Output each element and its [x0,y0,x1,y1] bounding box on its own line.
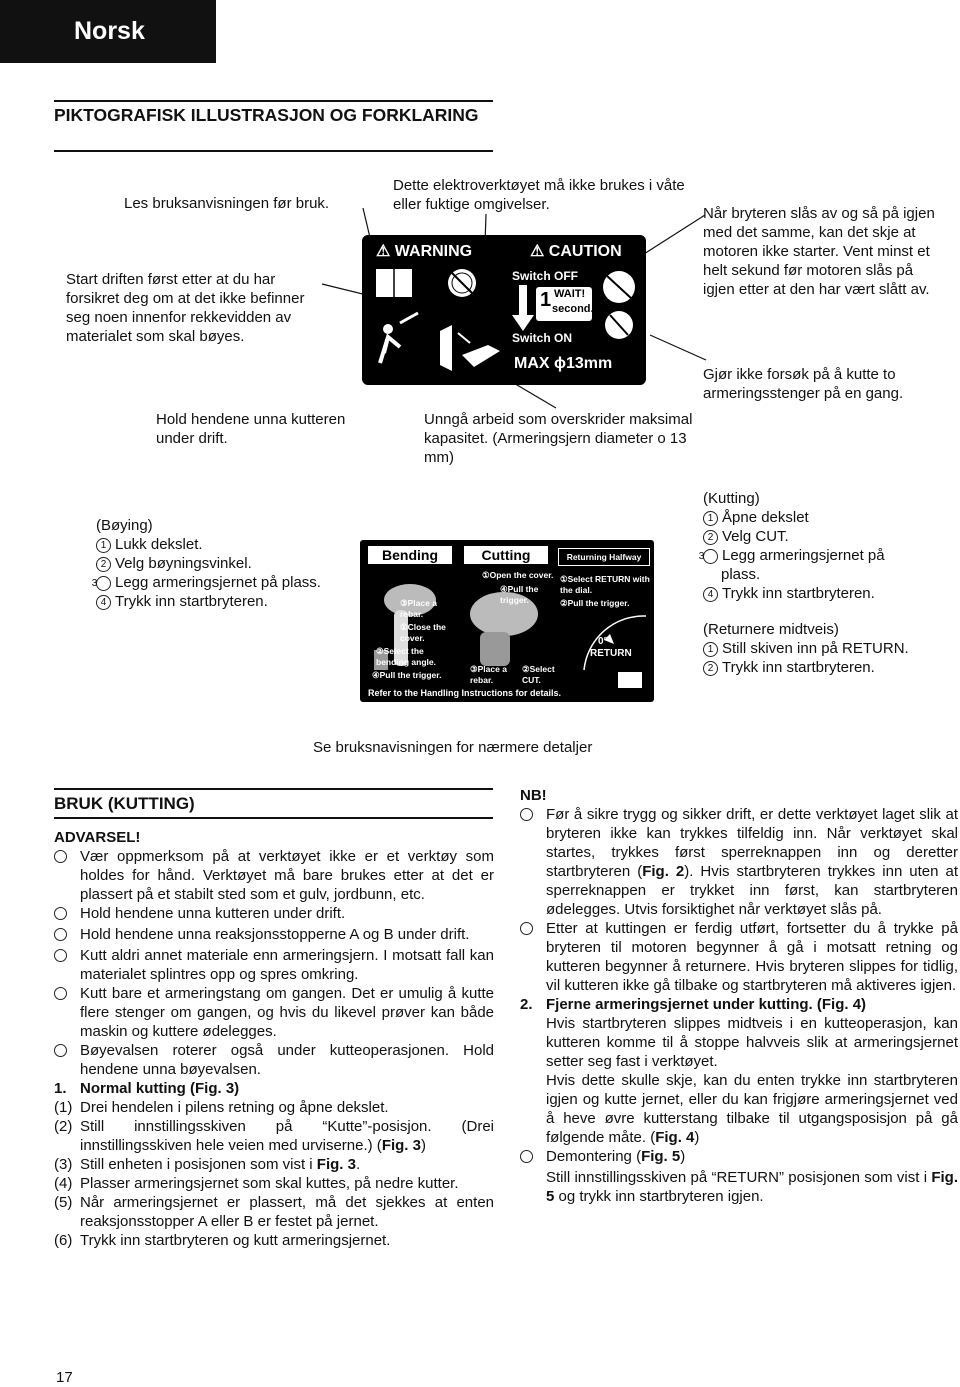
nb-item: Etter at kuttingen er ferdig utført, fortsetter du å trykke på bryteren til motoren begynner å gå i motsatt retning og kutteren begynner å returnere. Hvis bryteren slippes for tidlig, vil kutteren ikke gå tilbake og startbryteren må aktiveres igjen. [520,919,958,995]
bullet-circle-icon [54,928,67,941]
normal-cutting-step: (5) Når armeringsjernet er plassert, må det sjekkes at enten reaksjonsstopper A eller B er festet på jernet. [54,1194,494,1230]
bending-step: 3 Legg armeringsjernet på plass. [91,574,321,591]
cutting-heading: Cutting [464,546,548,564]
wait-number: 1 [540,289,552,311]
remove-rebar-paragraph-2: Hvis dette skulle skje, kan du enten trykke inn startbryteren igjen og kutte jernet, eller du kan frigjøre armeringsjernet ved å heve øvre kutterstang tilbake til utgangsposisjon på gå følgende måte. (Fig. 4) [546,1072,958,1146]
warning-item: Hold hendene unna reaksjonsstopperne A og B under drift. [54,925,494,946]
cutting-steps [698,489,923,603]
manual-book-small-icon [618,672,642,688]
dial-zero-label: 0° [598,636,608,647]
switch-off-text: Switch OFF [512,269,578,283]
callout-read-manual: Les bruksanvisningen før bruk. [124,195,330,212]
max-capacity-text: MAX ϕ13mm [514,355,613,372]
wait-box [536,287,592,321]
warning-item: Vær oppmerksom på at verktøyet ikke er et verktøy som holdes for hånd. Verktøyet må bare brukes etter at det er plassert på et stabilt sted som et gulv, jordbunn, etc. [54,847,494,904]
bending-step: 1 Lukk dekslet. [96,535,336,554]
bending-step: 4 Trykk inn startbryteren. [96,592,336,611]
return-dial-icon [584,616,646,670]
normal-cutting-step: (3) Still enheten i posisjonen som vist i Fig. 3. [54,1156,361,1173]
bullet-circle-icon [54,1044,67,1057]
warning-heading: ADVARSEL! [54,829,141,846]
use-title-rule-bottom [54,817,493,819]
remove-rebar-paragraph-1: Hvis startbryteren slippes midtveis i en kutteoperasjon, kan kutteren komme til å stoppe halvveis slik at armeringsjernet setter seg fast i verktøyet. [546,1015,958,1070]
two-rebar-prohibited-icon [596,265,642,345]
page-number: 17 [56,1369,73,1386]
language-label: Norsk [74,17,145,45]
operation-label [360,540,654,702]
bending-step-2-label: ②Select the bending angle. [376,646,436,667]
bending-steps-title: (Bøying) [96,517,153,534]
cutting-step: 2 Velg CUT. [703,527,923,546]
normal-cutting-step: (4) Plasser armeringsjernet som skal kuttes, på nedre kutter. [54,1175,459,1192]
safety-label-top [362,235,646,385]
dial-return-label: RETURN [590,648,632,659]
cutting-step-4-label: ④Pull the trigger. [500,584,539,605]
cutting-step: 3 Legg armeringsjernet på plass. [698,547,885,583]
hand-cutter-icon [440,325,500,371]
callout-hands-away: Hold hendene unna kutteren under drift. [156,411,346,447]
return-step: 1 Still skiven inn på RETURN. [703,639,953,658]
use-title-rule-top [54,788,493,790]
refer-instructions-text: Refer to the Handling Instructions for details. [368,688,562,698]
cutting-step: 1 Åpne dekslet [703,508,923,527]
warning-item: Kutt bare et armeringstang om gangen. Det er umulig å kutte flere stenger om gangen, og hvis du likevel prøver kan både maskin og kuttere ødelegges. [54,984,494,1041]
callout-switch-wait: Når bryteren slås av og så på igjen med det samme, kan det skje at motoren ikke starter. Vent minst et helt sekund før motoren slås på igjen etter at den har vært slått av. [703,205,935,298]
callout-no-wet: Dette elektroverktøyet må ikke brukes i våte eller fuktige omgivelser. [393,177,685,213]
dismantle-text: Still innstillingsskiven på “RETURN” posisjonen som vist i Fig. 5 og trykk inn startbryteren igjen. [546,1169,958,1205]
bending-heading: Bending [368,546,452,564]
caution-title: ⚠ CAUTION [530,243,622,260]
bullet-circle-icon [54,987,67,1000]
manual-book-icon [376,269,412,297]
cutting-step: 4 Trykk inn startbryteren. [703,584,923,603]
normal-cutting-step: (2) Still innstillingsskiven på “Kutte”-posisjon. (Drei innstillingsskiven hele veien med urviserne.) (Fig. 3) [54,1118,494,1154]
bending-steps [91,516,336,611]
left-column [54,828,494,1250]
bullet-circle-icon [54,850,67,863]
return-step-1-label: ①Select RETURN with the dial. [560,574,650,595]
right-column [520,786,958,1206]
return-steps-title: (Returnere midtveis) [703,621,839,638]
bending-step: 2 Velg bøyningsvinkel. [96,554,336,573]
warning-item: Kutt aldri annet materiale enn armeringsjern. I motsatt fall kan materialet splintres opp og spres omkring. [54,946,494,984]
remove-rebar-heading: 2. Fjerne armeringsjernet under kutting. (Fig. 4) [520,996,867,1013]
warning-item: Hold hendene unna kutteren under drift. [54,904,494,925]
warning-item: Bøyevalsen roterer også under kutteoperasjonen. Hold hendene unna bøyevalsen. [54,1041,494,1079]
returning-heading: Returning Halfway [558,548,650,566]
normal-cutting-heading: 1. Normal kutting (Fig. 3) [54,1080,240,1097]
bullet-circle-icon [520,808,533,821]
down-arrow-icon [512,285,534,331]
person-clearance-icon [380,313,418,363]
cutting-step-1-label: ①Open the cover. [482,570,554,580]
bullet-circle-icon [520,922,533,935]
no-water-icon [448,269,476,297]
switch-on-text: Switch ON [512,331,573,345]
dismantle-heading: Demontering (Fig. 5) [520,1147,958,1168]
callout-start-check: Start driften først etter at du har forsikret deg om at det ikke befinner seg noen innenfor rekkevidden av materialet som skal bøyes. [66,271,305,345]
bending-step-3-label: ③Place a rebar. [400,598,437,619]
use-section-title: BRUK (KUTTING) [54,794,195,813]
callout-overcapacity: Unngå arbeid som overskrider maksimal kapasitet. (Armeringsjern diameter o 13 mm) [424,411,693,466]
bending-step-1-label: ①Close the cover. [400,622,446,643]
cutting-step-3-label: ③Place a rebar. [470,664,507,685]
return-step-2-label: ②Pull the trigger. [560,598,630,608]
return-step: 2 Trykk inn startbryteren. [703,658,953,677]
cutting-steps-title: (Kutting) [703,490,760,507]
return-steps [703,620,953,677]
bullet-circle-icon [54,949,67,962]
warning-title: ⚠ WARNING [376,243,473,260]
caution-triangle-icon: ⚠ [530,243,545,260]
second-text: second. [552,303,594,315]
cutting-step-2-label: ②Select CUT. [522,664,555,685]
nb-item: Før å sikre trygg og sikker drift, er dette verktøyet laget slik at bryteren ikke kan trykkes tilfeldig inn. Når verktøyet skal startes, trykkes først sperreknappen inn og deretter startbryteren (Fig. 2). Hvis startbryteren trykkes inn uten at sperreknappen er trykket inn først, kan startbryteren ødelegges. Utvis forsiktighet når verktøyet slås på. [520,805,958,919]
warning-pictograms [370,263,510,377]
callout-one-rebar: Gjør ikke forsøk på å kutte to armeringsstenger på en gang. [703,366,904,402]
see-manual-text: Se bruksnavisningen for nærmere detaljer [313,739,593,756]
bending-step-4-label: ④Pull the trigger. [372,670,442,680]
pictogram-title: PIKTOGRAFISK ILLUSTRASJON OG FORKLARING [54,105,479,125]
bullet-circle-icon [520,1150,533,1163]
normal-cutting-step: (1) Drei hendelen i pilens retning og åpne dekslet. [54,1099,389,1116]
bullet-circle-icon [54,907,67,920]
normal-cutting-step: (6) Trykk inn startbryteren og kutt armeringsjernet. [54,1232,391,1249]
warning-triangle-icon: ⚠ [376,243,391,260]
nb-heading: NB! [520,787,547,804]
wait-text: WAIT! [554,288,586,300]
